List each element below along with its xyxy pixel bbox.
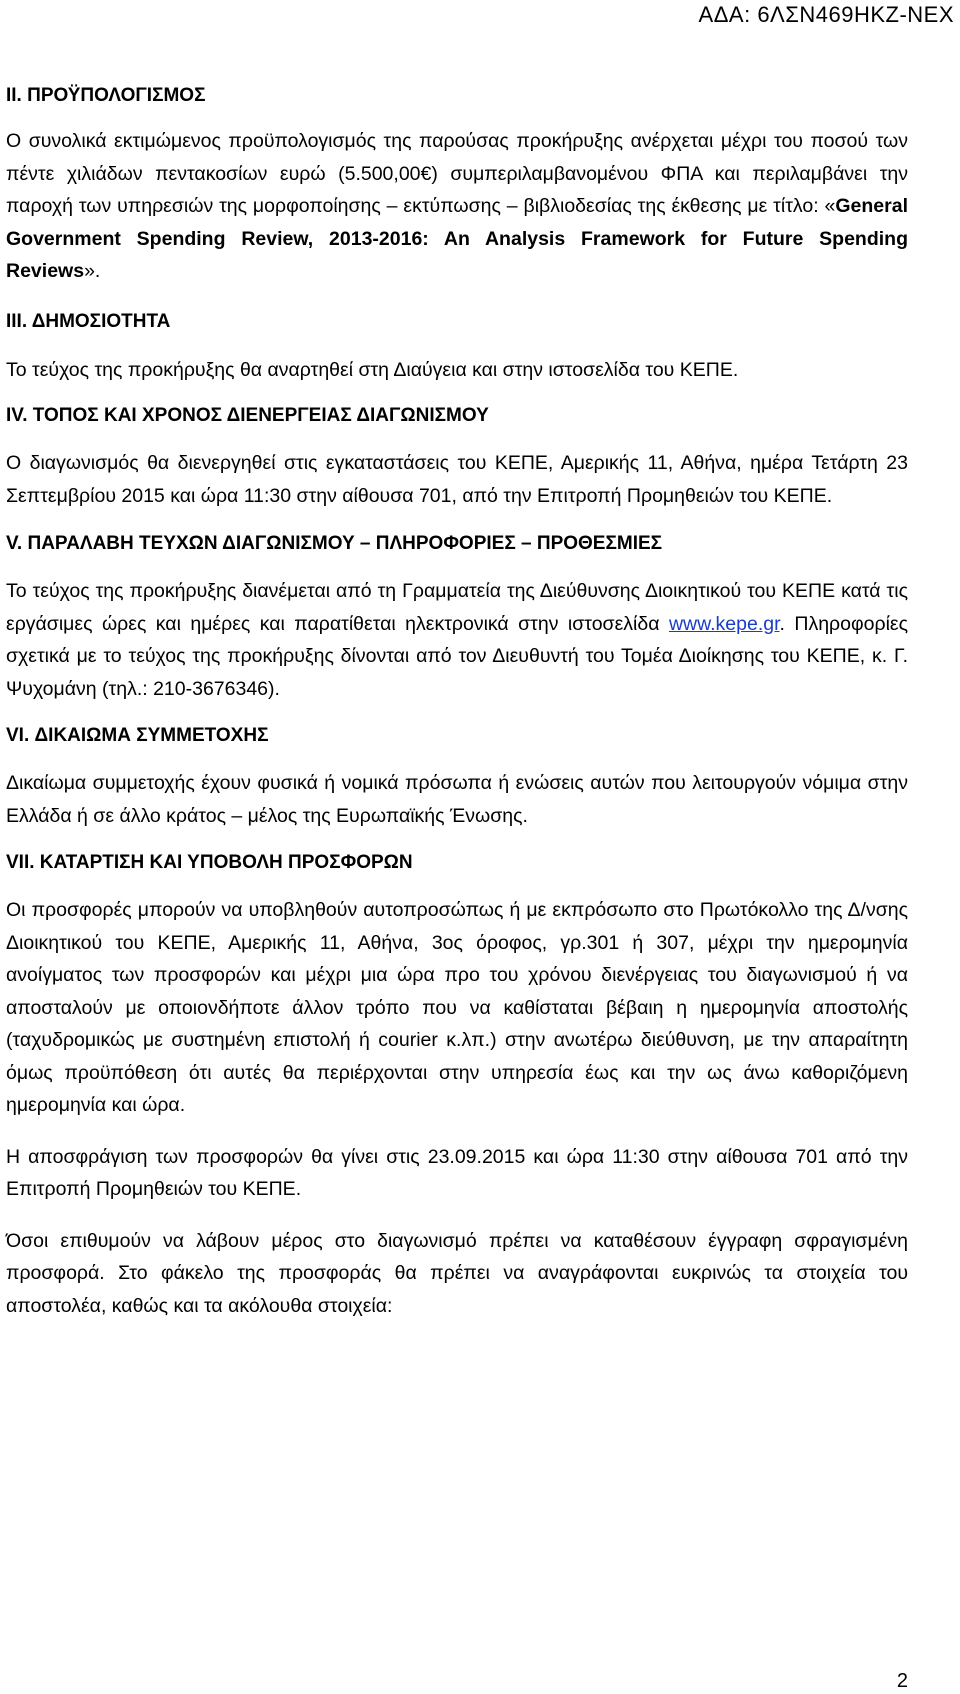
- place-time-paragraph: Ο διαγωνισμός θα διενεργηθεί στις εγκαταστάσεις του ΚΕΠΕ, Αμερικής 11, Αθήνα, ημέρα Τετάρτη 23 Σεπτεμβρίου 2015 και ώρα 11:30 στην αίθουσα 701, από την Επιτροπή Προμηθειών του ΚΕΠΕ.: [6, 452, 908, 507]
- section-title-participation: VI. ΔΙΚΑΙΩΜΑ ΣΥΜΜΕΤΟΧΗΣ: [6, 725, 269, 746]
- offers-paragraph-1: Οι προσφορές μπορούν να υποβληθούν αυτοπροσώπως ή με εκπρόσωπο στο Πρωτόκολλο της Δ/νσης Διοικητικού του ΚΕΠΕ, Αμερικής 11, Αθήνα, 3ος όροφος, γρ.301 ή 307, μέχρι την ημερομηνία ανοίγματος των προσφορών και μέχρι μια ώρα προ του χρόνου διενέργειας του διαγωνισμού ή να αποσταλούν με οποιονδήποτε άλλον τρόπο που να καθίσταται βέβαιη η ημερομηνία αποστολής (ταχυδρομικώς με συστημένη επιστολή ή courier κ.λπ.) στην ανωτέρω διεύθυνση, με την απαραίτητη όμως προϋπόθεση ότι αυτές θα περιέρχονται στην υπηρεσία έως και την ως άνω καθοριζόμενη ημερομηνία και ώρα.: [6, 899, 908, 1116]
- kepe-website-link[interactable]: www.kepe.gr: [668, 612, 780, 635]
- document-body: [6, 84, 908, 1322]
- offers-paragraph-3: Όσοι επιθυμούν να λάβουν μέρος στο διαγωνισμό πρέπει να καταθέσουν έγγραφη σφραγισμένη προσφορά. Στο φάκελο της προσφοράς θα πρέπει να αναγράφονται ευκρινώς τα στοιχεία του αποστολέα, καθώς και τα ακόλουθα στοιχεία:: [6, 1229, 908, 1317]
- section-title-offers: VII. ΚΑΤΑΡΤΙΣΗ ΚΑΙ ΥΠΟΒΟΛΗ ΠΡΟΣΦΟΡΩΝ: [6, 852, 413, 873]
- offers-paragraph-2: Η αποσφράγιση των προσφορών θα γίνει στις 23.09.2015 και ώρα 11:30 στην αίθουσα 701 από την Επιτροπή Προμηθειών του ΚΕΠΕ.: [6, 1145, 908, 1200]
- section-title-publicity: ΙΙΙ. ΔΗΜΟΣΙΟΤΗΤΑ: [6, 310, 171, 332]
- ada-code: ΑΔΑ: 6ΛΣΝ469ΗΚΖ-ΝΕΧ: [698, 2, 954, 27]
- report-title: General Government Spending Review, 2013-2016: An Analysis Framework for Future Spending Reviews: [6, 195, 908, 282]
- publicity-paragraph: Το τεύχος της προκήρυξης θα αναρτηθεί στη Διαύγεια και στην ιστοσελίδα του ΚΕΠΕ.: [6, 358, 739, 381]
- budget-paragraph: Ο συνολικά εκτιμώμενος προϋπολογισμός της παρούσας προκήρυξης ανέρχεται μέχρι του ποσού των πέντε χιλιάδων πεντακοσίων ευρώ (5.500,00€) συμπεριλαμβανομένου ΦΠΑ και περιλαμβάνει την παροχή των υπηρεσιών της μορφοποίησης – εκτύπωσης – βιβλιοδεσίας της έκθεσης με τίτλο: «General Government Spending Review, 2013-2016: An Analysis Framework for Future Spending Reviews».: [6, 130, 908, 282]
- section-title-budget: ΙΙ. ΠΡΟΫΠΟΛΟΓΙΣΜΟΣ: [6, 85, 206, 106]
- participation-paragraph: Δικαίωμα συμμετοχής έχουν φυσικά ή νομικά πρόσωπα ή ενώσεις αυτών που λειτουργούν νόμιμα στην Ελλάδα ή σε άλλο κράτος – μέλος της Ευρωπαϊκής Ένωσης.: [6, 772, 908, 827]
- section-title-receipt: V. ΠΑΡΑΛΑΒΗ ΤΕΥΧΩΝ ΔΙΑΓΩΝΙΣΜΟΥ – ΠΛΗΡΟΦΟΡΙΕΣ – ΠΡΟΘΕΣΜΙΕΣ: [6, 533, 663, 554]
- section-title-place-time: IV. ΤΟΠΟΣ ΚΑΙ ΧΡΟΝΟΣ ΔΙΕΝΕΡΓΕΙΑΣ ΔΙΑΓΩΝΙΣΜΟΥ: [6, 405, 489, 426]
- receipt-paragraph: Το τεύχος της προκήρυξης διανέμεται από τη Γραμματεία της Διεύθυνσης Διοικητικού του ΚΕΠΕ κατά τις εργάσιμες ώρες και ημέρες και παρατίθεται ηλεκτρονικά στην ιστοσελίδα www.kepe.gr. Πληροφορίες σχετικά με το τεύχος της προκήρυξης δίνονται από τον Διευθυντή του Τομέα Διοίκησης του ΚΕΠΕ, κ. Γ. Ψυχομάνη (τηλ.: 210-3676346).: [6, 580, 908, 700]
- page-number: 2: [896, 1670, 908, 1692]
